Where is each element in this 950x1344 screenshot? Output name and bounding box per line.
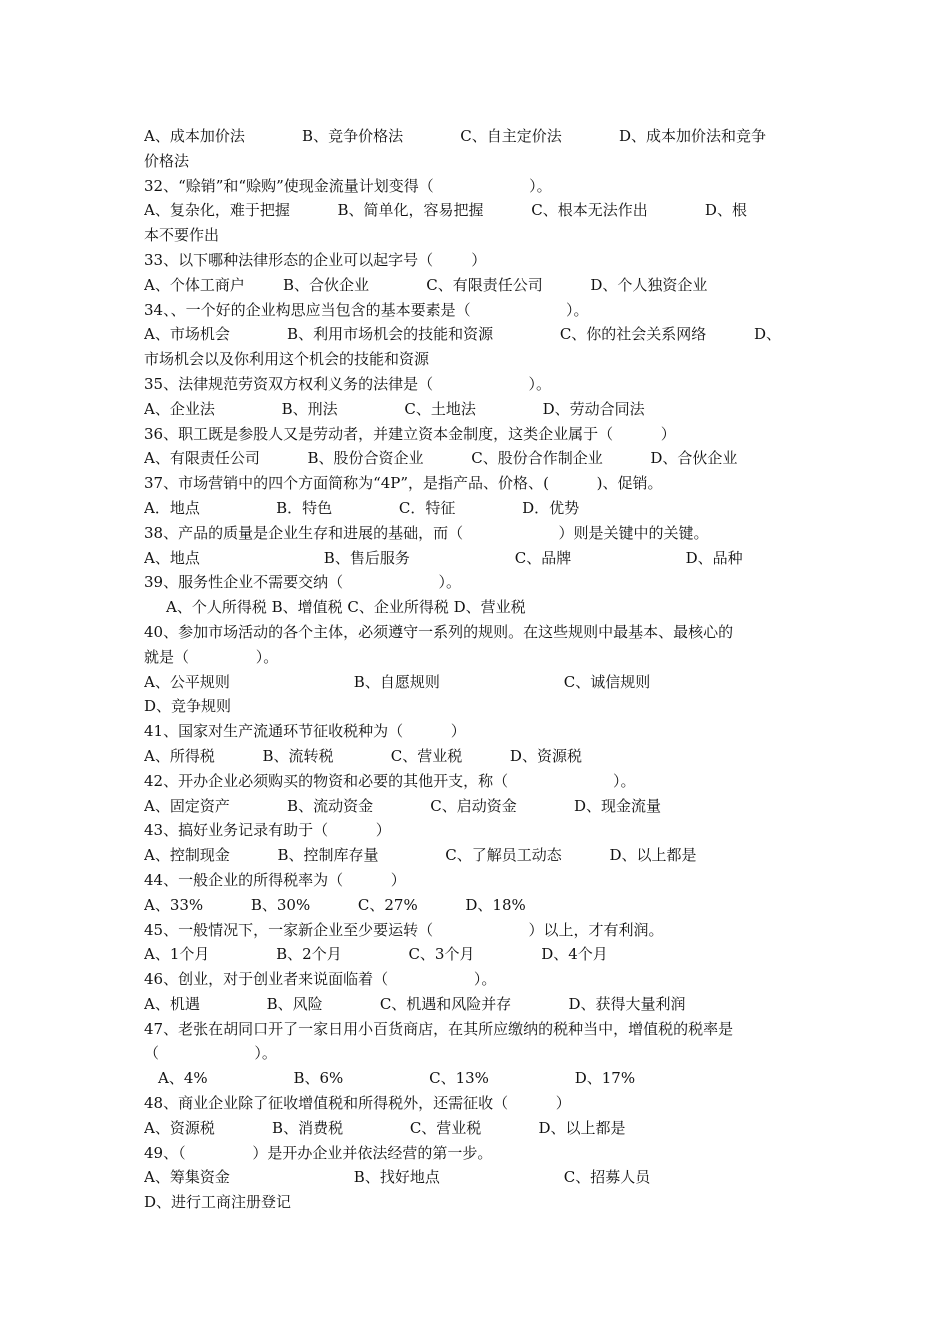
text-line: A、1个月 B、2个月 C、3个月 D、4个月 <box>144 945 608 964</box>
text-line: A、有限责任公司 B、股份合资企业 C、股份合作制企业 D、合伙企业 <box>144 449 738 468</box>
text-line: A、控制现金 B、控制库存量 C、了解员工动态 D、以上都是 <box>144 846 697 865</box>
question-43: 43、搞好业务记录有助于（ ） <box>144 821 391 840</box>
question-48: 48、商业企业除了征收增值税和所得税外，还需征收（ ） <box>144 1094 571 1113</box>
question-46: 46、创业，对于创业者来说面临着（ ）。 <box>144 970 497 989</box>
question-32: 32、“赊销”和“赊购”使现金流量计划变得（ ）。 <box>144 176 552 195</box>
text-line: A、33% B、30% C、27% D、18% <box>144 895 526 914</box>
text-line: A、地点 B、售后服务 C、品牌 D、品种 <box>144 548 743 567</box>
question-45: 45、一般情况下，一家新企业至少要运转（ ）以上，才有利润。 <box>144 920 664 939</box>
text-line: 本不要作出 <box>144 226 220 245</box>
text-line: A、成本加价法 B、竞争价格法 C、自主定价法 D、成本加价法和竞争 <box>144 127 767 145</box>
question-40: 40、参加市场活动的各个主体，必须遵守一系列的规则。在这些规则中最基本、最核心的 <box>144 622 734 641</box>
question-34: 34、、一个好的企业构思应当包含的基本要素是（ ）。 <box>144 300 589 319</box>
text-line: A、个体工商户 B、合伙企业 C、有限责任公司 D、个人独资企业 <box>144 275 708 294</box>
text-line: A、企业法 B、刑法 C、土地法 D、劳动合同法 <box>144 399 645 418</box>
question-41: 41、国家对生产流通环节征收税种为（ ） <box>144 722 466 741</box>
question-38: 38、产品的质量是企业生存和进展的基础，而（ ）则是关键中的关键。 <box>144 523 709 542</box>
question-37: 37、市场营销中的四个方面简称为“4P”，是指产品、价格、( )、促销。 <box>144 474 663 493</box>
text-line: D、竞争规则 <box>144 697 232 716</box>
text-line: A、公平规则 B、自愿规则 C、诚信规则 <box>144 672 651 691</box>
text-line: A、市场机会 B、利用市场机会的技能和资源 C、你的社会关系网络 D、 <box>144 325 782 344</box>
text-line: A、个人所得税 B、增值税 C、企业所得税 D、营业税 <box>166 598 526 617</box>
question-44: 44、一般企业的所得税率为（ ） <box>144 870 406 889</box>
document-page <box>144 124 816 1215</box>
text-line: A、资源税 B、消费税 C、营业税 D、以上都是 <box>144 1118 626 1137</box>
text-line: 价格法 <box>144 151 190 170</box>
question-47: 47、老张在胡同口开了一家日用小百货商店，在其所应缴纳的税种当中，增值税的税率是 <box>144 1019 734 1038</box>
question-36: 36、职工既是参股人又是劳动者，并建立资本金制度，这类企业属于（ ） <box>144 424 676 443</box>
text-line: A、复杂化，难于把握 B、简单化，容易把握 C、根本无法作出 D、根 <box>144 201 747 220</box>
text-line: A、所得税 B、流转税 C、营业税 D、资源税 <box>144 746 582 765</box>
text-line: 市场机会以及你利用这个机会的技能和资源 <box>144 350 430 369</box>
question-49: 49、（ ）是开办企业并依法经营的第一步。 <box>144 1143 493 1162</box>
question-39: 39、服务性企业不需要交纳（ ）。 <box>144 573 461 592</box>
text-line: A、机遇 B、风险 C、机遇和风险并存 D、获得大量利润 <box>144 994 686 1013</box>
question-42: 42、开办企业必须购买的物资和必要的其他开支，称（ ）。 <box>144 771 636 790</box>
question-33: 33、以下哪种法律形态的企业可以起字号（ ） <box>144 250 487 269</box>
text-line: D、进行工商注册登记 <box>144 1193 292 1212</box>
text-line: 就是（ ）。 <box>144 647 279 666</box>
text-line: A．地点 B．特色 C．特征 D．优势 <box>144 498 580 517</box>
text-line: A、固定资产 B、流动资金 C、启动资金 D、现金流量 <box>144 796 662 815</box>
text-line: （ ）。 <box>144 1044 277 1063</box>
text-line: A、筹集资金 B、找好地点 C、招募人员 <box>144 1168 651 1187</box>
text-line: A、4% B、6% C、13% D、17% <box>158 1069 636 1088</box>
question-35: 35、法律规范劳资双方权利义务的法律是（ ）。 <box>144 374 551 393</box>
